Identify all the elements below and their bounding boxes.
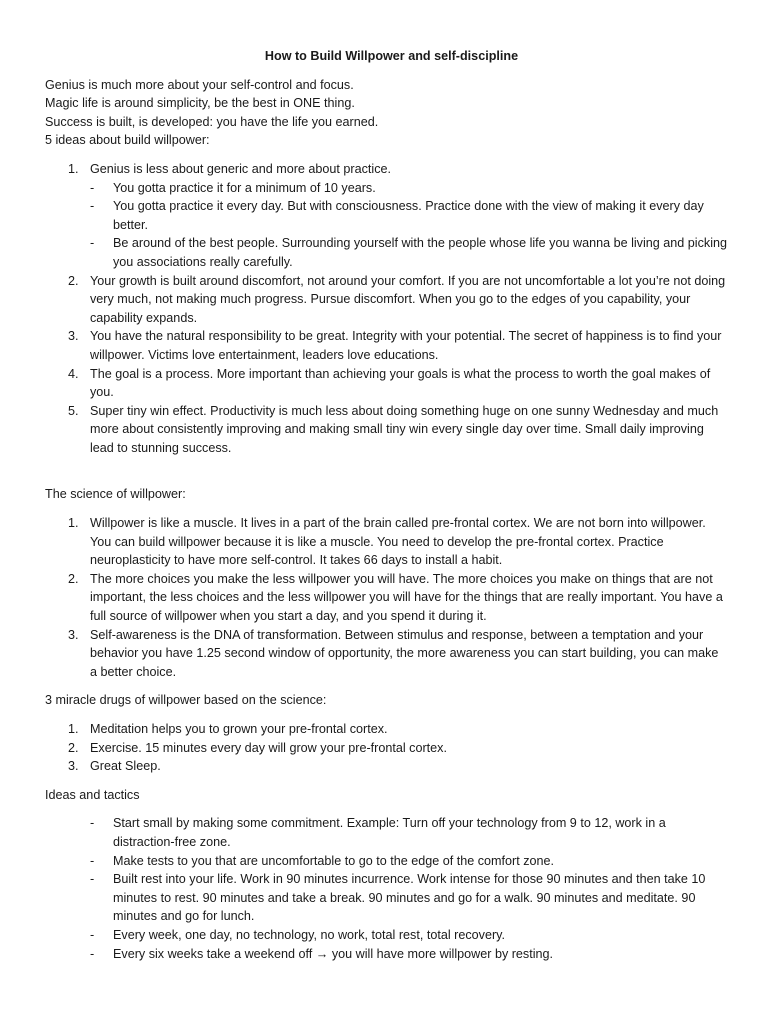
list-item-text: Willpower is like a muscle. It lives in a part of the brain called pre-frontal cortex. We are not born into willpower. You can build willpower because it is like a muscle. You need to develop the pre-frontal cortex. Practice neuroplasticity to have more self-control. It takes 66 days to install a habit. <box>90 516 706 568</box>
list-number: 1. <box>68 516 79 531</box>
list-number: 3. <box>68 627 79 642</box>
list-item-text: Meditation helps you to grown your pre-frontal cortex. <box>90 722 388 736</box>
list-item-text: The more choices you make the less willpower you will have. The more choices you make on things that are not important, the less choices and the less willpower you will have for the things that are really important. You have a full source of willpower when you start a day, and you spend it during it. <box>90 571 723 624</box>
list-item <box>90 814 728 851</box>
list-item-text: Great Sleep. <box>90 759 161 774</box>
sub-list-item <box>90 179 728 198</box>
intro-line: 5 ideas about build willpower: <box>45 133 210 148</box>
list-item <box>45 739 728 758</box>
list-item <box>45 514 728 570</box>
dash-bullet: - <box>90 236 95 251</box>
section-heading-drugs: 3 miracle drugs of willpower based on the science: <box>45 693 327 708</box>
list-item <box>45 720 728 739</box>
dash-bullet: - <box>90 816 95 831</box>
list-item-text: Make tests to you that are uncomfortable to go to the edge of the comfort zone. <box>113 853 555 868</box>
sub-list-item-text: You gotta practice it for a minimum of 10 years. <box>113 180 376 195</box>
list-number: 2. <box>68 571 79 586</box>
dash-bullet: - <box>90 946 95 961</box>
list-item-text: You have the natural responsibility to be great. Integrity with your potential. The secret of happiness is to find your willpower. Victims love entertainment, leaders love educations. <box>90 329 722 362</box>
list-number: 1. <box>68 722 79 736</box>
spacer <box>45 681 728 691</box>
tactics-list <box>45 814 728 963</box>
list-item <box>90 926 728 945</box>
section-heading-tactics: Ideas and tactics <box>45 787 140 802</box>
list-number: 4. <box>68 366 79 381</box>
list-item <box>45 365 728 402</box>
intro-line: Success is built, is developed: you have the life you earned. <box>45 114 379 129</box>
drugs-list <box>45 720 728 776</box>
list-item <box>45 570 728 626</box>
list-item <box>45 626 728 682</box>
list-item-text: Super tiny win effect. Productivity is much less about doing something huge on one sunny Wednesday and much more about consistently improving and making small tiny win every single day over time. Small daily improving lead to stunning success. <box>90 403 719 455</box>
sub-list-item-text: Be around of the best people. Surrounding yourself with the people whose life you wanna be living and picking you associations really carefully. <box>113 236 728 269</box>
list-item-text: Start small by making some commitment. Example: Turn off your technology from 9 to 12, work in a distraction-free zone. <box>113 816 666 849</box>
dash-bullet: - <box>90 927 95 942</box>
list-item-text: Genius is less about generic and more about practice. <box>90 161 392 176</box>
sub-list-item-text: You gotta practice it every day. But with consciousness. Practice done with the view of making it every day better. <box>113 199 704 232</box>
document-title: How to Build Willpower and self-discipline <box>264 49 519 63</box>
list-item-text: Every week, one day, no technology, no work, total rest, total recovery. <box>113 927 505 942</box>
section-heading-science: The science of willpower: <box>45 487 186 502</box>
list-number: 3. <box>68 329 79 344</box>
list-item <box>45 757 728 776</box>
list-number: 5. <box>68 403 79 418</box>
list-number: 2. <box>68 273 79 288</box>
intro-block <box>45 76 728 150</box>
intro-line: Genius is much more about your self-control and focus. <box>45 77 354 92</box>
science-list <box>45 514 728 681</box>
list-number: 2. <box>68 740 79 755</box>
list-item <box>45 402 728 458</box>
ideas-list <box>45 160 728 458</box>
dash-bullet: - <box>90 872 95 887</box>
list-item <box>90 945 728 964</box>
list-item <box>90 852 728 871</box>
list-item-text: Built rest into your life. Work in 90 minutes incurrence. Work intense for those 90 minutes and then take 10 minutes to rest. 90 minutes and take a break. 90 minutes and go for a walk. 90 minutes and meditate. 90 minutes and go for lunch. <box>113 872 706 924</box>
list-number: 3. <box>68 759 79 774</box>
sub-list-item <box>90 234 728 271</box>
list-item-text: Self-awareness is the DNA of transformation. Between stimulus and response, between a temptation and your behavior you have 1.25 second window of opportunity, the more awareness you can start building, you can make a better choice. <box>90 627 719 679</box>
list-item <box>45 327 728 364</box>
intro-line: Magic life is around simplicity, be the best in ONE thing. <box>45 96 355 111</box>
list-item-text: Exercise. 15 minutes every day will grow your pre-frontal cortex. <box>90 740 447 755</box>
spacer <box>45 457 728 485</box>
list-number: 1. <box>68 161 79 176</box>
sub-list-item <box>90 197 728 234</box>
spacer <box>45 776 728 786</box>
list-item <box>90 870 728 926</box>
dash-bullet: - <box>90 180 95 195</box>
list-item <box>45 160 728 272</box>
list-item-text: Your growth is built around discomfort, not around your comfort. If you are not uncomfortable a lot you’re not doing very much, not making much progress. Pursue discomfort. When you go to the edges of you capability, your capability expands. <box>90 273 726 325</box>
list-item-text: Every six weeks take a weekend off → you will have more willpower by resting. <box>113 946 554 961</box>
dash-bullet: - <box>90 853 95 868</box>
dash-bullet: - <box>90 199 95 214</box>
sub-list <box>90 179 728 272</box>
list-item-text: The goal is a process. More important than achieving your goals is what the process to worth the goal makes of you. <box>90 366 711 400</box>
list-item <box>45 272 728 328</box>
